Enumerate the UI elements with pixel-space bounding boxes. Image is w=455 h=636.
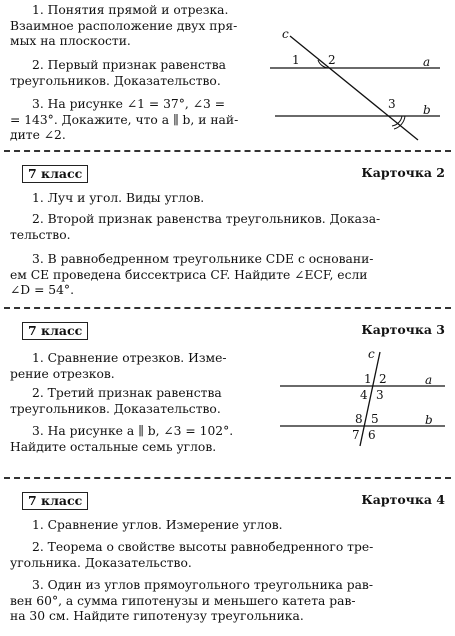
card2-question-3 [10, 252, 373, 299]
label-angle-3: 3 [376, 388, 384, 402]
card3-q3-line1: 3. На рисунке a ∥ b, ∠3 = 102°. [32, 424, 234, 438]
label-a: a [425, 373, 433, 387]
angle-3-arc [392, 116, 402, 126]
separator-2 [4, 307, 451, 309]
card2-grade-badge: 7 класс [22, 165, 88, 183]
card1-q3-line2: = 143°. Докажите, что a ∥ b, и най- [10, 112, 239, 127]
card3-q1-line1: 1. Сравнение отрезков. Изме- [32, 351, 227, 365]
label-angle-5: 5 [371, 412, 379, 426]
card1-q2-line2: треугольников. Доказательство. [10, 73, 221, 88]
label-angle-2: 2 [328, 53, 336, 67]
label-angle-3: 3 [388, 97, 396, 111]
card1-q3-line3: дите ∠2. [10, 128, 66, 142]
card3-figure [280, 346, 450, 446]
card3-question-3 [10, 424, 233, 455]
card2-q2-line2: тельство. [10, 227, 71, 242]
card1-q1-line2: Взаимное расположение двух пря- [10, 18, 238, 33]
separator-3 [4, 477, 451, 479]
label-angle-1: 1 [364, 372, 372, 386]
card2-question-2 [10, 212, 380, 243]
card1-q3-line1: 3. На рисунке ∠1 = 37°, ∠3 = [32, 97, 226, 111]
angle-1-arc [318, 60, 328, 68]
label-angle-1: 1 [292, 53, 300, 67]
line-c [290, 36, 418, 140]
card4-q2-line1: 2. Теорема о свойстве высоты равнобедренного тре- [32, 540, 374, 554]
card1-q2-line1: 2. Первый признак равенства [32, 58, 226, 72]
label-c: c [282, 27, 289, 41]
label-a: a [423, 55, 431, 69]
card1-figure [270, 28, 445, 148]
separator-1 [4, 150, 451, 152]
label-angle-8: 8 [355, 412, 363, 426]
card1-q1-line3: мых на плоскости. [10, 34, 131, 48]
card3-grade-badge: 7 класс [22, 322, 88, 340]
card4-q1-line1: 1. Сравнение углов. Измерение углов. [32, 518, 283, 532]
card4-title: Карточка 4 [361, 492, 445, 507]
label-c: c [368, 347, 375, 361]
card3-question-2 [10, 386, 222, 417]
label-b: b [425, 413, 433, 427]
card3-q1-line2: рение отрезков. [10, 366, 115, 381]
card2-question-1 [10, 191, 204, 207]
card4-grade-badge: 7 класс [22, 492, 88, 510]
card1-q1-line1: 1. Понятия прямой и отрезка. [32, 3, 229, 17]
label-angle-4: 4 [360, 388, 368, 402]
card2-title: Карточка 2 [361, 165, 445, 180]
card2-q3-line3: ∠D = 54°. [10, 283, 74, 297]
card2-q1-line1: 1. Луч и угол. Виды углов. [32, 191, 205, 205]
label-angle-6: 6 [368, 428, 376, 442]
card3-q2-line2: треугольников. Доказательство. [10, 401, 221, 416]
card4-q2-line2: угольника. Доказательство. [10, 555, 192, 570]
card1-question-3 [10, 97, 238, 144]
card4-q3-line3: на 30 см. Найдите гипотенузу треугольника. [10, 609, 304, 623]
card3-title: Карточка 3 [361, 322, 445, 337]
label-angle-2: 2 [379, 372, 387, 386]
card2-q2-line1: 2. Второй признак равенства треугольников. Доказа- [32, 212, 381, 226]
card4-question-1 [10, 518, 283, 534]
label-angle-7: 7 [352, 428, 360, 442]
card3-q3-line2: Найдите остальные семь углов. [10, 439, 217, 454]
card1-question-2 [10, 58, 226, 89]
card1-question-1 [10, 3, 237, 50]
card4-question-2 [10, 540, 373, 571]
card2-q3-line1: 3. В равнобедренном треугольнике CDE с основани- [32, 252, 374, 266]
card4-q3-line2: вен 60°, а сумма гипотенузы и меньшего катета рав- [10, 593, 356, 608]
card3-question-1 [10, 351, 227, 382]
card2-q3-line2: ем CE проведена биссектриса CF. Найдите ∠ECF, если [10, 267, 368, 282]
card4-q3-line1: 3. Один из углов прямоугольного треугольника рав- [32, 578, 374, 592]
label-b: b [423, 103, 431, 117]
card4-question-3 [10, 578, 373, 625]
card3-q2-line1: 2. Третий признак равенства [32, 386, 222, 400]
